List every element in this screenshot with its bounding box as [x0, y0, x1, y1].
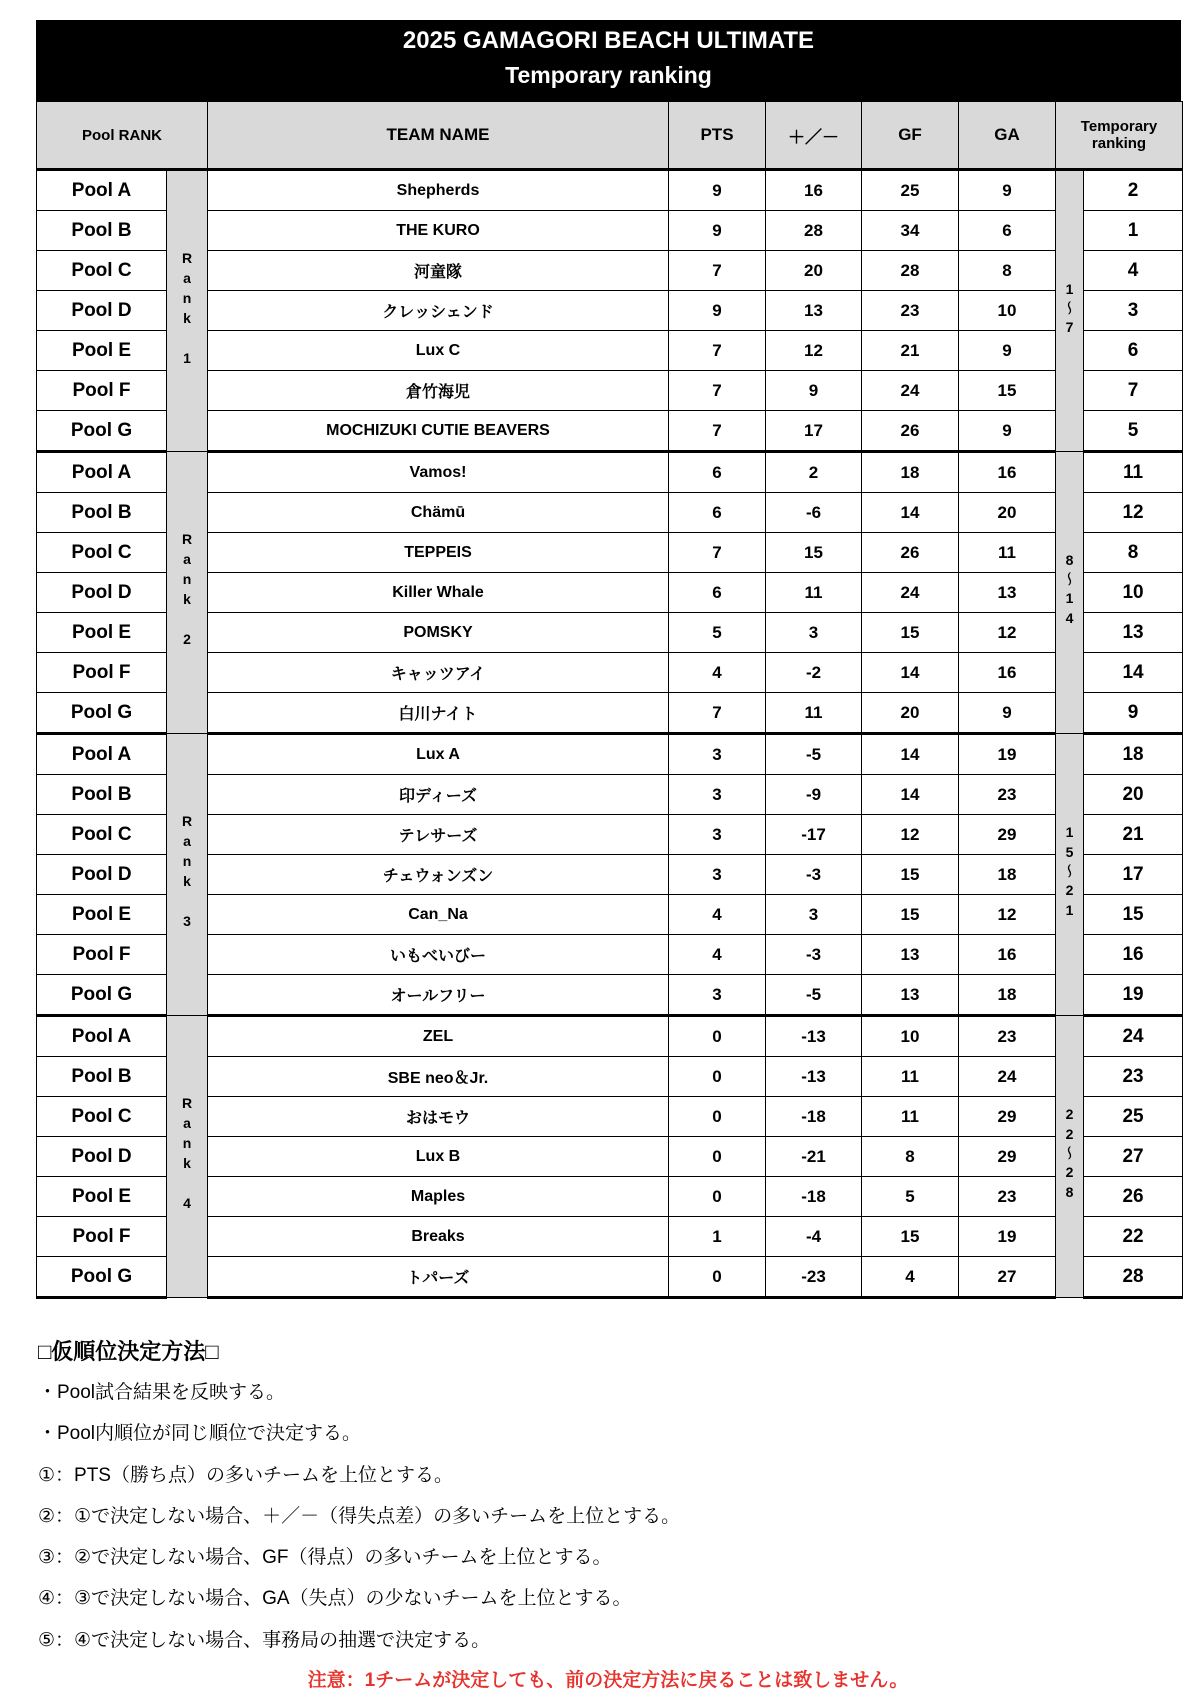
table-row — [37, 291, 1183, 331]
rank-range-label — [1056, 452, 1084, 734]
table-row — [37, 573, 1183, 613]
team-name-cell: Lux A — [208, 734, 669, 775]
gf-cell: 12 — [862, 815, 959, 855]
temporary-rank-cell: 15 — [1084, 895, 1183, 935]
table-row — [37, 371, 1183, 411]
temporary-rank-cell: 16 — [1084, 935, 1183, 975]
ga-cell: 9 — [959, 331, 1056, 371]
pts-cell: 7 — [669, 371, 766, 411]
team-name-cell: テレサーズ — [208, 815, 669, 855]
team-name-cell: 印ディーズ — [208, 775, 669, 815]
table-row — [37, 211, 1183, 251]
table-row — [37, 1097, 1183, 1137]
pm-cell: 3 — [766, 895, 862, 935]
team-name-cell: 白川ナイト — [208, 693, 669, 734]
gf-cell: 4 — [862, 1257, 959, 1298]
ga-cell: 15 — [959, 371, 1056, 411]
rank-label: Rank 3 — [179, 813, 195, 933]
gf-cell: 14 — [862, 775, 959, 815]
pool-cell: Pool B — [37, 493, 167, 533]
gf-cell: 11 — [862, 1057, 959, 1097]
pts-cell: 0 — [669, 1137, 766, 1177]
pm-cell: 12 — [766, 331, 862, 371]
note-line: ④：③で決定しない場合、GA（失点）の少ないチームを上位とする。 — [38, 1588, 632, 1610]
team-name-cell: Shepherds — [208, 170, 669, 211]
pts-cell: 7 — [669, 533, 766, 573]
gf-cell: 13 — [862, 935, 959, 975]
pm-cell: 20 — [766, 251, 862, 291]
range-label: 15〜21 — [1061, 824, 1078, 922]
header-temp-rank: Temporary ranking — [1056, 102, 1183, 170]
pool-cell: Pool D — [37, 291, 167, 331]
pool-cell: Pool F — [37, 371, 167, 411]
pm-cell: 3 — [766, 613, 862, 653]
pm-cell: -2 — [766, 653, 862, 693]
pool-cell: Pool D — [37, 1137, 167, 1177]
pts-cell: 3 — [669, 775, 766, 815]
table-row — [37, 1257, 1183, 1298]
pool-cell: Pool F — [37, 653, 167, 693]
table-row — [37, 493, 1183, 533]
table-row — [37, 775, 1183, 815]
pts-cell: 3 — [669, 734, 766, 775]
pm-cell: -17 — [766, 815, 862, 855]
pool-cell: Pool D — [37, 855, 167, 895]
pool-cell: Pool G — [37, 975, 167, 1016]
temporary-rank-cell: 22 — [1084, 1217, 1183, 1257]
gf-cell: 14 — [862, 493, 959, 533]
gf-cell: 15 — [862, 1217, 959, 1257]
pm-cell: 2 — [766, 452, 862, 493]
header-ga: GA — [959, 102, 1056, 170]
title-line1: 2025 GAMAGORI BEACH ULTIMATE — [402, 27, 815, 54]
ga-cell: 27 — [959, 1257, 1056, 1298]
team-name-cell: Lux B — [208, 1137, 669, 1177]
pts-cell: 0 — [669, 1257, 766, 1298]
ga-cell: 6 — [959, 211, 1056, 251]
temporary-rank-cell: 13 — [1084, 613, 1183, 653]
gf-cell: 8 — [862, 1137, 959, 1177]
gf-cell: 10 — [862, 1016, 959, 1057]
gf-cell: 24 — [862, 371, 959, 411]
table-row — [37, 1016, 1183, 1057]
temporary-rank-cell: 5 — [1084, 411, 1183, 452]
ga-cell: 9 — [959, 170, 1056, 211]
pm-cell: -23 — [766, 1257, 862, 1298]
gf-cell: 26 — [862, 533, 959, 573]
pts-cell: 3 — [669, 815, 766, 855]
pts-cell: 0 — [669, 1016, 766, 1057]
table-row — [37, 653, 1183, 693]
pm-cell: -21 — [766, 1137, 862, 1177]
note-line: ・Pool内順位が同じ順位で決定する。 — [38, 1423, 362, 1445]
ga-cell: 10 — [959, 291, 1056, 331]
pm-cell: 13 — [766, 291, 862, 331]
team-name-cell: キャッツアイ — [208, 653, 669, 693]
team-name-cell: Vamos! — [208, 452, 669, 493]
gf-cell: 11 — [862, 1097, 959, 1137]
header-pts: PTS — [669, 102, 766, 170]
gf-cell: 13 — [862, 975, 959, 1016]
team-name-cell: 倉竹海児 — [208, 371, 669, 411]
ga-cell: 20 — [959, 493, 1056, 533]
pool-cell: Pool C — [37, 533, 167, 573]
gf-cell: 15 — [862, 855, 959, 895]
team-name-cell: チェウォンズン — [208, 855, 669, 895]
table-row — [37, 170, 1183, 211]
team-name-cell: MOCHIZUKI CUTIE BEAVERS — [208, 411, 669, 452]
gf-cell: 24 — [862, 573, 959, 613]
temporary-rank-cell: 11 — [1084, 452, 1183, 493]
temporary-rank-cell: 1 — [1084, 211, 1183, 251]
ga-cell: 23 — [959, 775, 1056, 815]
gf-cell: 14 — [862, 653, 959, 693]
temporary-rank-cell: 28 — [1084, 1257, 1183, 1298]
header-pool-rank: Pool RANK — [37, 102, 208, 170]
team-name-cell: Chämū — [208, 493, 669, 533]
pool-cell: Pool B — [37, 775, 167, 815]
temporary-rank-cell: 27 — [1084, 1137, 1183, 1177]
pts-cell: 3 — [669, 975, 766, 1016]
team-name-cell: POMSKY — [208, 613, 669, 653]
team-name-cell: Lux C — [208, 331, 669, 371]
pm-cell: 15 — [766, 533, 862, 573]
team-name-cell: ZEL — [208, 1016, 669, 1057]
range-label: 8〜14 — [1061, 552, 1078, 630]
team-name-cell: THE KURO — [208, 211, 669, 251]
ga-cell: 29 — [959, 1097, 1056, 1137]
table-row — [37, 975, 1183, 1016]
table-row — [37, 855, 1183, 895]
ga-cell: 16 — [959, 935, 1056, 975]
pts-cell: 4 — [669, 895, 766, 935]
team-name-cell: クレッシェンド — [208, 291, 669, 331]
notes-warning: 注意：1チームが決定しても、前の決定方法に戻ることは致しません。 — [307, 1670, 909, 1692]
temporary-rank-cell: 19 — [1084, 975, 1183, 1016]
temporary-rank-cell: 17 — [1084, 855, 1183, 895]
pm-cell: -4 — [766, 1217, 862, 1257]
pm-cell: -5 — [766, 975, 862, 1016]
temporary-rank-cell: 6 — [1084, 331, 1183, 371]
temporary-rank-cell: 14 — [1084, 653, 1183, 693]
ga-cell: 12 — [959, 613, 1056, 653]
table-row — [37, 693, 1183, 734]
ga-cell: 13 — [959, 573, 1056, 613]
ga-cell: 29 — [959, 815, 1056, 855]
pts-cell: 7 — [669, 251, 766, 291]
ga-cell: 11 — [959, 533, 1056, 573]
table-row — [37, 251, 1183, 291]
table-row — [37, 1137, 1183, 1177]
temporary-rank-cell: 9 — [1084, 693, 1183, 734]
table-row — [37, 895, 1183, 935]
pm-cell: -5 — [766, 734, 862, 775]
temporary-rank-cell: 21 — [1084, 815, 1183, 855]
header-pm: ＋／－ — [766, 102, 862, 170]
pts-cell: 1 — [669, 1217, 766, 1257]
gf-cell: 5 — [862, 1177, 959, 1217]
gf-cell: 34 — [862, 211, 959, 251]
temporary-rank-cell: 2 — [1084, 170, 1183, 211]
title-line2: Temporary ranking — [505, 62, 712, 88]
ga-cell: 29 — [959, 1137, 1056, 1177]
rank-group-label — [167, 170, 208, 452]
ga-cell: 9 — [959, 693, 1056, 734]
pts-cell: 5 — [669, 613, 766, 653]
pool-cell: Pool E — [37, 1177, 167, 1217]
pts-cell: 6 — [669, 452, 766, 493]
pool-cell: Pool D — [37, 573, 167, 613]
pool-cell: Pool A — [37, 170, 167, 211]
note-line: ②：①で決定しない場合、＋／－（得失点差）の多いチームを上位とする。 — [38, 1505, 681, 1527]
pm-cell: 28 — [766, 211, 862, 251]
temporary-rank-cell: 20 — [1084, 775, 1183, 815]
temporary-rank-cell: 10 — [1084, 573, 1183, 613]
temporary-rank-cell: 3 — [1084, 291, 1183, 331]
temporary-rank-cell: 18 — [1084, 734, 1183, 775]
gf-cell: 15 — [862, 895, 959, 935]
pm-cell: -3 — [766, 935, 862, 975]
pm-cell: -3 — [766, 855, 862, 895]
ga-cell: 19 — [959, 1217, 1056, 1257]
rank-label: Rank 2 — [179, 531, 195, 651]
gf-cell: 21 — [862, 331, 959, 371]
pm-cell: 11 — [766, 573, 862, 613]
pool-cell: Pool A — [37, 734, 167, 775]
pts-cell: 9 — [669, 170, 766, 211]
pm-cell: -9 — [766, 775, 862, 815]
pool-cell: Pool E — [37, 895, 167, 935]
pool-cell: Pool G — [37, 693, 167, 734]
pts-cell: 7 — [669, 693, 766, 734]
ga-cell: 18 — [959, 855, 1056, 895]
team-name-cell: おはモウ — [208, 1097, 669, 1137]
table-row — [37, 1057, 1183, 1097]
temporary-rank-cell: 24 — [1084, 1016, 1183, 1057]
temporary-rank-cell: 4 — [1084, 251, 1183, 291]
gf-cell: 25 — [862, 170, 959, 211]
pm-cell: 17 — [766, 411, 862, 452]
temporary-rank-cell: 23 — [1084, 1057, 1183, 1097]
title-banner — [36, 20, 1181, 101]
rank-label: Rank 1 — [179, 249, 195, 370]
pts-cell: 0 — [669, 1057, 766, 1097]
pts-cell: 6 — [669, 573, 766, 613]
table-row — [37, 613, 1183, 653]
pool-cell: Pool G — [37, 411, 167, 452]
team-name-cell: SBE neo＆Jr. — [208, 1057, 669, 1097]
pool-cell: Pool B — [37, 211, 167, 251]
pm-cell: -18 — [766, 1097, 862, 1137]
pool-cell: Pool B — [37, 1057, 167, 1097]
rank-range-label — [1056, 170, 1084, 452]
ga-cell: 9 — [959, 411, 1056, 452]
table-row — [37, 533, 1183, 573]
table-row — [37, 1217, 1183, 1257]
ga-cell: 24 — [959, 1057, 1056, 1097]
pm-cell: -6 — [766, 493, 862, 533]
header-row — [37, 102, 1183, 170]
team-name-cell: Can_Na — [208, 895, 669, 935]
gf-cell: 26 — [862, 411, 959, 452]
table-row — [37, 1177, 1183, 1217]
header-gf: GF — [862, 102, 959, 170]
temporary-rank-cell: 26 — [1084, 1177, 1183, 1217]
team-name-cell: 河童隊 — [208, 251, 669, 291]
pts-cell: 0 — [669, 1177, 766, 1217]
rank-label: Rank 4 — [179, 1095, 195, 1215]
gf-cell: 18 — [862, 452, 959, 493]
ga-cell: 23 — [959, 1016, 1056, 1057]
team-name-cell: Breaks — [208, 1217, 669, 1257]
pts-cell: 9 — [669, 211, 766, 251]
pool-cell: Pool A — [37, 452, 167, 493]
gf-cell: 14 — [862, 734, 959, 775]
table-row — [37, 734, 1183, 775]
ga-cell: 8 — [959, 251, 1056, 291]
team-name-cell: トパーズ — [208, 1257, 669, 1298]
ranking-table — [36, 101, 1183, 1299]
pts-cell: 4 — [669, 935, 766, 975]
rank-group-label — [167, 1016, 208, 1298]
team-name-cell: Killer Whale — [208, 573, 669, 613]
table-row — [37, 411, 1183, 452]
ranking-method-notes — [38, 1332, 1178, 1701]
gf-cell: 28 — [862, 251, 959, 291]
rank-group-label — [167, 734, 208, 1016]
table-row — [37, 331, 1183, 371]
range-label: 22〜28 — [1061, 1106, 1078, 1204]
note-line: ⑤：④で決定しない場合、事務局の抽選で決定する。 — [38, 1629, 491, 1651]
header-team: TEAM NAME — [208, 102, 669, 170]
pool-cell: Pool C — [37, 815, 167, 855]
ga-cell: 12 — [959, 895, 1056, 935]
pts-cell: 0 — [669, 1097, 766, 1137]
pool-cell: Pool F — [37, 1217, 167, 1257]
ga-cell: 23 — [959, 1177, 1056, 1217]
ga-cell: 18 — [959, 975, 1056, 1016]
team-name-cell: オールフリー — [208, 975, 669, 1016]
pm-cell: 9 — [766, 371, 862, 411]
pool-cell: Pool F — [37, 935, 167, 975]
pm-cell: -13 — [766, 1016, 862, 1057]
pts-cell: 9 — [669, 291, 766, 331]
team-name-cell: いもべいびー — [208, 935, 669, 975]
pts-cell: 3 — [669, 855, 766, 895]
table-row — [37, 935, 1183, 975]
pool-cell: Pool C — [37, 1097, 167, 1137]
team-name-cell: TEPPEIS — [208, 533, 669, 573]
ga-cell: 19 — [959, 734, 1056, 775]
pts-cell: 6 — [669, 493, 766, 533]
pts-cell: 7 — [669, 331, 766, 371]
range-label: 1〜7 — [1061, 280, 1078, 339]
pm-cell: -13 — [766, 1057, 862, 1097]
gf-cell: 23 — [862, 291, 959, 331]
table-row — [37, 815, 1183, 855]
temporary-rank-cell: 25 — [1084, 1097, 1183, 1137]
team-name-cell: Maples — [208, 1177, 669, 1217]
pts-cell: 7 — [669, 411, 766, 452]
temporary-rank-cell: 7 — [1084, 371, 1183, 411]
rank-range-label — [1056, 1016, 1084, 1298]
gf-cell: 15 — [862, 613, 959, 653]
gf-cell: 20 — [862, 693, 959, 734]
note-line: ③：②で決定しない場合、GF（得点）の多いチームを上位とする。 — [38, 1547, 612, 1569]
rank-group-label — [167, 452, 208, 734]
pm-cell: 16 — [766, 170, 862, 211]
note-line: ・Pool試合結果を反映する。 — [38, 1382, 286, 1403]
pts-cell: 4 — [669, 653, 766, 693]
ga-cell: 16 — [959, 653, 1056, 693]
table-row — [37, 452, 1183, 493]
pool-cell: Pool E — [37, 331, 167, 371]
temporary-rank-cell: 12 — [1084, 493, 1183, 533]
pool-cell: Pool A — [37, 1016, 167, 1057]
note-line: ①：PTS（勝ち点）の多いチームを上位とする。 — [38, 1464, 453, 1486]
pool-cell: Pool E — [37, 613, 167, 653]
rank-range-label — [1056, 734, 1084, 1016]
pm-cell: 11 — [766, 693, 862, 734]
ga-cell: 16 — [959, 452, 1056, 493]
pool-cell: Pool C — [37, 251, 167, 291]
notes-heading: □仮順位決定方法□ — [38, 1339, 219, 1364]
pm-cell: -18 — [766, 1177, 862, 1217]
temporary-rank-cell: 8 — [1084, 533, 1183, 573]
pool-cell: Pool G — [37, 1257, 167, 1298]
